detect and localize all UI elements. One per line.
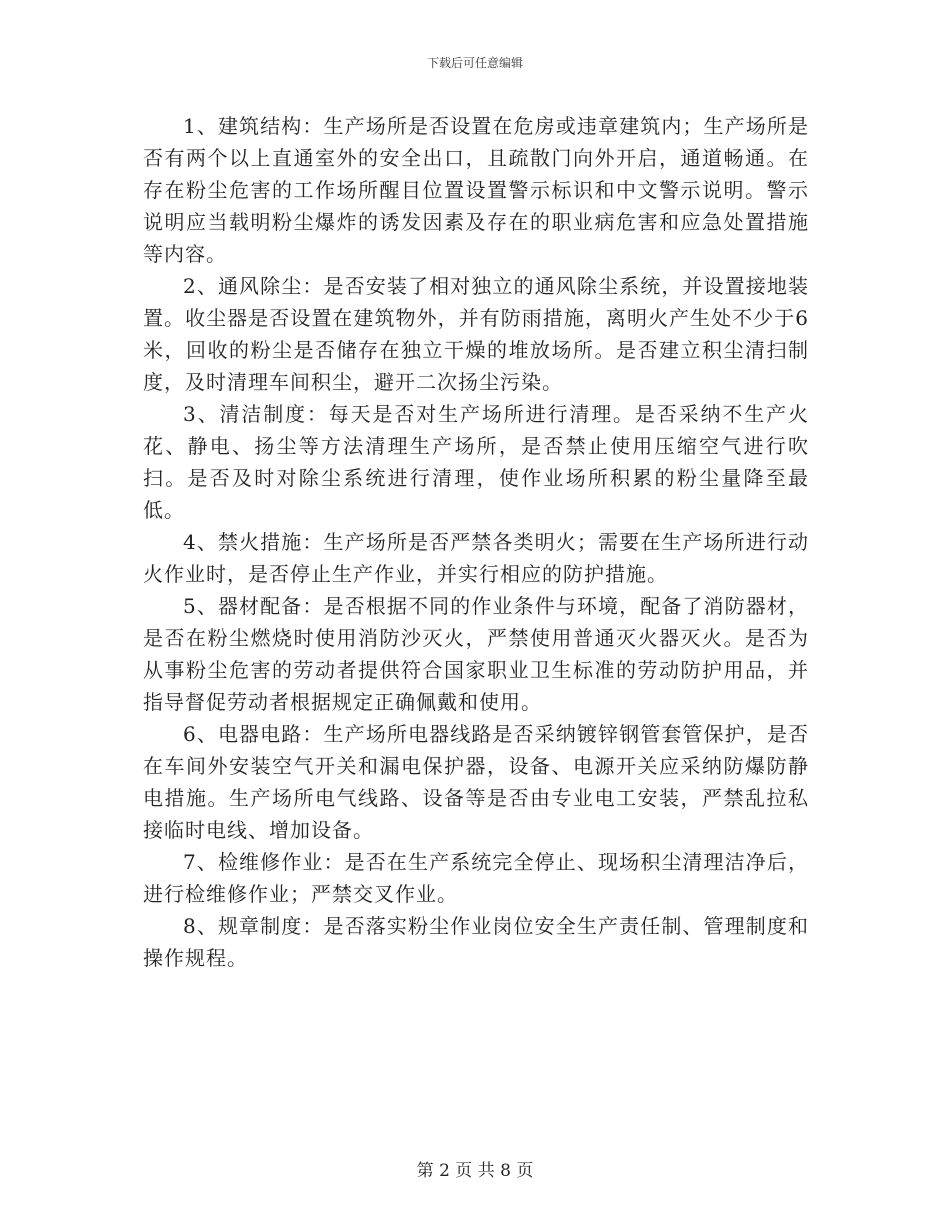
paragraph-maintenance-work: 7、检维修作业：是否在生产系统完全停止、现场积尘清理洁净后，进行检维修作业；严禁交叉作业。 [143, 850, 809, 906]
paragraph-electrical-circuits: 6、电器电路：生产场所电器线路是否采纳镀锌钢管套管保护，是否在车间外安装空气开关和漏电保护器，设备、电源开关应采纳防爆防静电措施。生产场所电气线路、设备等是否由专业电工安装，严禁乱拉私接临时电线、增加设备。 [143, 722, 809, 842]
document-body [143, 110, 809, 974]
paragraph-cleaning-system: 3、清洁制度：每天是否对生产场所进行清理。是否采纳不生产火花、静电、扬尘等方法清理生产场所，是否禁止使用压缩空气进行吹扫。是否及时对除尘系统进行清理，使作业场所积累的粉尘量降至最低。 [143, 402, 809, 522]
page-number-footer: 第 2 页 共 8 页 [416, 1161, 534, 1181]
paragraph-building-structure: 1、建筑结构：生产场所是否设置在危房或违章建筑内；生产场所是否有两个以上直通室外的安全出口，且疏散门向外开启，通道畅通。在存在粉尘危害的工作场所醒目位置设置警示标识和中文警示说明。警示说明应当载明粉尘爆炸的诱发因素及存在的职业病危害和应急处置措施等内容。 [143, 114, 809, 266]
paragraph-ventilation-dust-removal: 2、通风除尘：是否安装了相对独立的通风除尘系统，并设置接地装置。收尘器是否设置在建筑物外，并有防雨措施，离明火产生处不少于6米，回收的粉尘是否储存在独立干燥的堆放场所。是否建立积尘清扫制度，及时清理车间积尘，避开二次扬尘污染。 [143, 274, 809, 394]
paragraph-equipment-provision: 5、器材配备：是否根据不同的作业条件与环境，配备了消防器材，是否在粉尘燃烧时使用消防沙灭火，严禁使用普通灭火器灭火。是否为从事粉尘危害的劳动者提供符合国家职业卫生标准的劳动防护用品，并指导督促劳动者根据规定正确佩戴和使用。 [143, 594, 809, 714]
paragraph-fire-prohibition: 4、禁火措施：生产场所是否严禁各类明火；需要在生产场所进行动火作业时，是否停止生产作业，并实行相应的防护措施。 [143, 530, 809, 586]
paragraph-rules-regulations: 8、规章制度：是否落实粉尘作业岗位安全生产责任制、管理制度和操作规程。 [143, 914, 809, 970]
page-header-note: 下载后可任意编辑 [426, 56, 523, 70]
